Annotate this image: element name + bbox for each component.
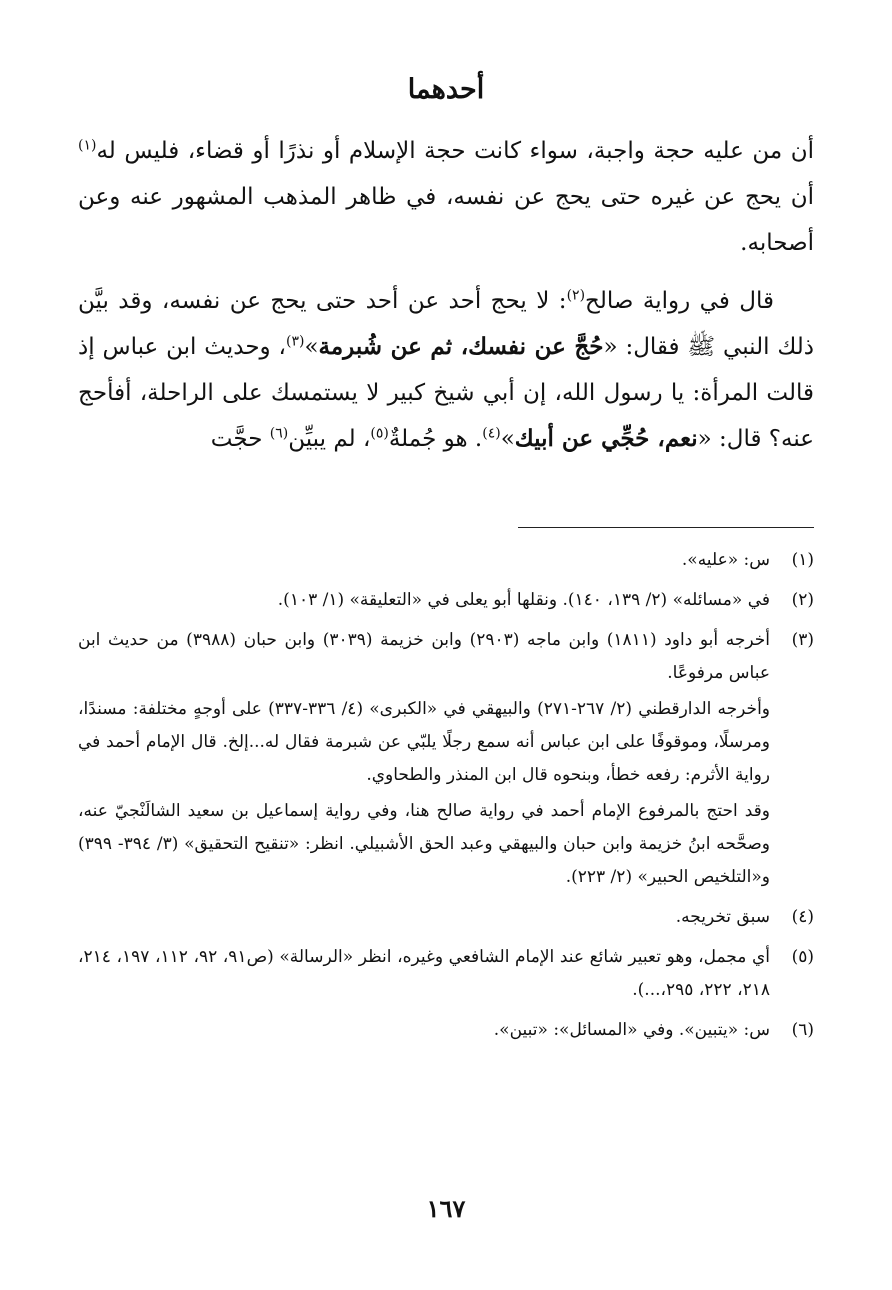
footnote-text: أي مجمل، وهو تعبير شائع عند الإمام الشافعي وغيره، انظر «الرسالة» (ص٩١، ٩٢، ١١٢، ١٩٧، ٢١٤، ٢١٨، ٢٢٢، ٢٩٥،...). bbox=[78, 947, 771, 1000]
footnote-ref: (٤) bbox=[482, 425, 501, 442]
footnote-number: (٤) bbox=[791, 907, 814, 927]
footnote-text: وأخرجه الدارقطني (٢/ ٢٦٧-٢٧١) والبيهقي في «الكبرى» (٤/ ٣٣٦-٣٣٧) على أوجهٍ مختلفة: مسندًا، ومرسلًا، وموقوفًا على ابن عباس أنه سمع رجلًا يلبّي عن شبرمة فقال له...إلخ. قال الإمام أحمد في رواية الأثرم: رفعه خطأ، وبنحوه قال ابن المنذر والطحاوي. bbox=[78, 699, 771, 785]
footnote-body bbox=[78, 1014, 770, 1050]
footnote-4 bbox=[78, 901, 814, 937]
text-segment: : لا يحج أحد عن أحد حتى يحج عن نفسه، وقد بيَّن ذلك النبي ﷺ فقال: « bbox=[78, 288, 815, 360]
text-segment: ، وحديث ابن عباس إذ قالت المرأة: يا رسول الله، إن أبي شيخ كبير لا يستمسك على الراحلة، أفأحج عنه؟ قال: « bbox=[78, 334, 814, 452]
footnote-ref: (٥) bbox=[370, 425, 389, 442]
text-segment: قال في رواية صالح bbox=[585, 288, 775, 314]
footnotes bbox=[78, 544, 814, 1054]
book-page bbox=[78, 0, 814, 1290]
footnote-3 bbox=[78, 624, 814, 897]
paragraph-2 bbox=[78, 278, 814, 462]
footnote-text: سبق تخريجه. bbox=[675, 907, 770, 927]
hadith-quote: نعم، حُجِّي عن أبيك bbox=[514, 425, 698, 452]
footnote-5 bbox=[78, 941, 814, 1010]
footnote-2 bbox=[78, 584, 814, 620]
footnote-ref: (٣) bbox=[285, 333, 305, 350]
footnote-6 bbox=[78, 1014, 814, 1050]
footnote-number: (٦) bbox=[791, 1020, 814, 1040]
text-segment: » bbox=[500, 426, 515, 452]
footnote-1 bbox=[78, 544, 814, 580]
hadith-quote: حُجَّ عن نفسك، ثم عن شُبرمة bbox=[318, 333, 604, 360]
footnote-body bbox=[78, 584, 770, 620]
text-segment: أن من عليه حجة واجبة، سواء كانت حجة الإسلام أو نذرًا أو قضاء، فليس له bbox=[96, 138, 814, 164]
footnote-ref: (١) bbox=[78, 137, 97, 154]
footnote-number: (٢) bbox=[791, 590, 814, 610]
footnote-body bbox=[78, 901, 770, 937]
footnote-ref: (٦) bbox=[269, 425, 289, 442]
text-segment: . هو جُملةٌ bbox=[388, 426, 483, 452]
footnote-number: (١) bbox=[791, 550, 814, 570]
footnote-text: س: «يتبين». وفي «المسائل»: «تبين». bbox=[493, 1020, 770, 1040]
footnote-text: في «مسائله» (٢/ ١٣٩، ١٤٠). ونقلها أبو يعلى في «التعليقة» (١/ ١٠٣). bbox=[277, 590, 770, 610]
footnote-ref: (٢) bbox=[566, 287, 586, 304]
footnote-divider bbox=[518, 527, 814, 528]
text-segment: أن يحج عن غيره حتى يحج عن نفسه، في ظاهر المذهب المشهور عنه وعن أصحابه. bbox=[78, 184, 814, 256]
text-segment: حجَّت bbox=[210, 426, 270, 452]
footnote-number: (٥) bbox=[791, 947, 814, 967]
footnote-number: (٣) bbox=[791, 630, 814, 650]
paragraph-1 bbox=[78, 128, 814, 266]
text-segment: ، لم يبيِّن bbox=[288, 426, 371, 452]
footnote-body bbox=[78, 544, 770, 580]
footnote-body bbox=[78, 624, 770, 897]
page-number: ١٦٧ bbox=[426, 1194, 466, 1223]
text-segment: » bbox=[304, 334, 319, 360]
footnote-body bbox=[78, 941, 770, 1010]
footnote-text: أخرجه أبو داود (١٨١١) وابن ماجه (٢٩٠٣) وابن خزيمة (٣٠٣٩) وابن حبان (٣٩٨٨) من حديث ابن عباس مرفوعًا. bbox=[78, 630, 770, 683]
main-text bbox=[78, 128, 814, 474]
footnote-text: س: «عليه». bbox=[681, 550, 770, 570]
footnote-text: وقد احتج بالمرفوع الإمام أحمد في رواية صالح هنا، وفي رواية إسماعيل بن سعيد الشالَنْجيّ عنه، وصحَّحه ابنُ خزيمة وابن حبان والبيهقي وعبد الحق الأشبيلي. انظر: «تنقيح التحقيق» (٣/ ٣٩٤- ٣٩٩) و«التلخيص الحبير» (٢/ ٢٢٣). bbox=[78, 801, 770, 887]
page-heading: أحدهما bbox=[407, 74, 485, 105]
